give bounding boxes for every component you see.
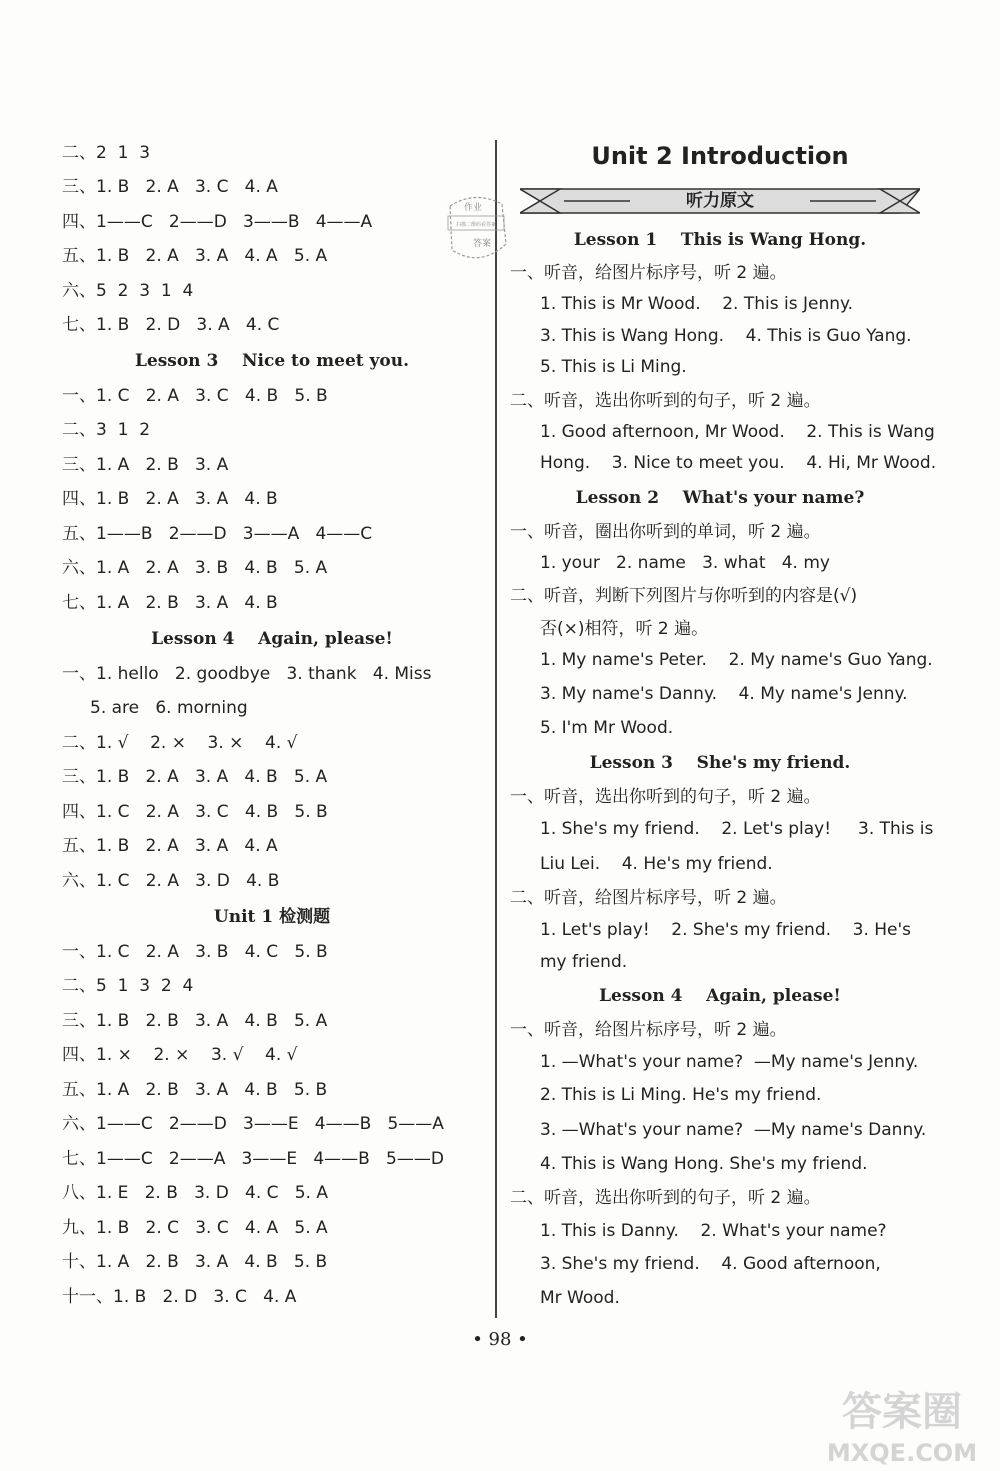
watermark-logo bbox=[810, 1385, 995, 1467]
banner-label: 听力原文 bbox=[686, 191, 754, 211]
column-divider bbox=[495, 140, 497, 1318]
left-answer-line: 七、1. B 2. D 3. A 4. C bbox=[62, 315, 280, 335]
right-lesson-heading: Lesson 3 She's my friend. bbox=[589, 753, 851, 773]
right-answer-line: 1. —What's your name? —My name's Jenny. bbox=[540, 1052, 919, 1072]
stamp-bottom-text: 答案 bbox=[472, 239, 492, 249]
left-answer-line: 五、1——B 2——D 3——A 4——C bbox=[62, 524, 373, 544]
right-answer-line: my friend. bbox=[540, 952, 628, 972]
left-answer-line: 四、1. × 2. × 3. √ 4. √ bbox=[62, 1045, 298, 1065]
right-answer-line: 一、听音，选出你听到的句子，听 2 遍。 bbox=[510, 787, 821, 807]
right-answer-line: 1. your 2. name 3. what 4. my bbox=[540, 553, 830, 573]
right-answer-line: 3. —What's your name? —My name's Danny. bbox=[540, 1120, 927, 1140]
left-answer-line: 六、1. C 2. A 3. D 4. B bbox=[62, 871, 280, 891]
right-answer-line: 一、听音，给图片标序号，听 2 遍。 bbox=[510, 263, 787, 283]
left-answer-line: 一、1. C 2. A 3. B 4. C 5. B bbox=[62, 942, 328, 962]
left-lesson-heading: Unit 1 检测题 bbox=[213, 907, 331, 927]
unit-title: Unit 2 Introduction bbox=[591, 142, 849, 170]
right-answer-line: 二、听音，选出你听到的句子，听 2 遍。 bbox=[510, 1188, 821, 1208]
left-answer-line: 三、1. B 2. A 3. A 4. B 5. A bbox=[62, 767, 328, 787]
left-answer-line: 三、1. B 2. B 3. A 4. B 5. A bbox=[62, 1011, 328, 1031]
left-answer-line: 四、1. B 2. A 3. A 4. B bbox=[62, 489, 278, 509]
left-answer-line: 六、1. A 2. A 3. B 4. B 5. A bbox=[62, 558, 328, 578]
right-answer-line: Liu Lei. 4. He's my friend. bbox=[540, 854, 773, 874]
section-banner bbox=[520, 185, 920, 217]
right-answer-line: 1. My name's Peter. 2. My name's Guo Yang. bbox=[540, 650, 933, 670]
left-answer-line: 二、3 1 2 bbox=[62, 420, 151, 440]
left-answer-line: 六、5 2 3 1 4 bbox=[62, 281, 194, 301]
right-answer-line: Hong. 3. Nice to meet you. 4. Hi, Mr Wood. bbox=[540, 453, 937, 473]
left-answer-line: 五、1. B 2. A 3. A 4. A 5. A bbox=[62, 246, 328, 266]
right-lesson-heading: Lesson 2 What's your name? bbox=[575, 488, 865, 508]
left-answer-line: 七、1. A 2. B 3. A 4. B bbox=[62, 593, 278, 613]
left-answer-line: 一、1. hello 2. goodbye 3. thank 4. Miss bbox=[62, 664, 432, 684]
left-answer-line: 一、1. C 2. A 3. C 4. B 5. B bbox=[62, 386, 328, 406]
right-answer-line: 二、听音，判断下列图片与你听到的内容是(√) bbox=[510, 586, 858, 606]
homework-stamp bbox=[440, 188, 510, 270]
right-answer-line: 二、听音，给图片标序号，听 2 遍。 bbox=[510, 888, 787, 908]
svg-text:答案圈: 答案圈 bbox=[842, 1389, 962, 1435]
right-answer-line: 2. This is Li Ming. He's my friend. bbox=[540, 1085, 822, 1105]
right-answer-line: 3. My name's Danny. 4. My name's Jenny. bbox=[540, 684, 908, 704]
left-answer-line: 五、1. B 2. A 3. A 4. A bbox=[62, 836, 278, 856]
page-number: • 98 • bbox=[472, 1329, 528, 1350]
right-answer-line: 1. Let's play! 2. She's my friend. 3. He's bbox=[540, 920, 912, 940]
left-lesson-heading: Lesson 4 Again, please! bbox=[151, 629, 393, 649]
right-answer-line: 一、听音，圈出你听到的单词，听 2 遍。 bbox=[510, 522, 821, 542]
right-answer-line: Mr Wood. bbox=[540, 1288, 620, 1308]
left-answer-line: 三、1. B 2. A 3. C 4. A bbox=[62, 177, 278, 197]
right-answer-line: 否(×)相符，听 2 遍。 bbox=[540, 619, 709, 639]
left-answer-line: 七、1——C 2——A 3——E 4——B 5——D bbox=[62, 1149, 444, 1169]
right-answer-line: 5. This is Li Ming. bbox=[540, 357, 687, 377]
left-answer-line: 十、1. A 2. B 3. A 4. B 5. B bbox=[62, 1252, 328, 1272]
left-answer-line: 五、1. A 2. B 3. A 4. B 5. B bbox=[62, 1080, 328, 1100]
left-answer-line: 十一、1. B 2. D 3. C 4. A bbox=[62, 1287, 297, 1307]
left-answer-line: 二、5 1 3 2 4 bbox=[62, 976, 194, 996]
right-answer-line: 1. This is Mr Wood. 2. This is Jenny. bbox=[540, 294, 854, 314]
right-answer-line: 3. This is Wang Hong. 4. This is Guo Yang. bbox=[540, 326, 912, 346]
right-answer-line: 一、听音，给图片标序号，听 2 遍。 bbox=[510, 1020, 787, 1040]
left-answer-line: 九、1. B 2. C 3. C 4. A 5. A bbox=[62, 1218, 328, 1238]
stamp-top-text: 作业 bbox=[463, 203, 483, 213]
left-answer-line: 二、2 1 3 bbox=[62, 143, 151, 163]
right-lesson-heading: Lesson 1 This is Wang Hong. bbox=[573, 230, 867, 250]
left-answer-line: 四、1. C 2. A 3. C 4. B 5. B bbox=[62, 802, 328, 822]
left-answer-line: 5. are 6. morning bbox=[90, 698, 248, 718]
left-answer-line: 三、1. A 2. B 3. A bbox=[62, 455, 229, 475]
svg-text:MXQE.COM: MXQE.COM bbox=[826, 1439, 978, 1467]
right-answer-line: 二、听音，选出你听到的句子，听 2 遍。 bbox=[510, 391, 821, 411]
right-answer-line: 3. She's my friend. 4. Good afternoon, bbox=[540, 1254, 881, 1274]
left-answer-line: 四、1——C 2——D 3——B 4——A bbox=[62, 212, 373, 232]
left-answer-line: 六、1——C 2——D 3——E 4——B 5——A bbox=[62, 1114, 444, 1134]
left-answer-line: 八、1. E 2. B 3. D 4. C 5. A bbox=[62, 1183, 328, 1203]
right-answer-line: 1. She's my friend. 2. Let's play! 3. This is bbox=[540, 819, 934, 839]
left-lesson-heading: Lesson 3 Nice to meet you. bbox=[134, 351, 410, 371]
left-answer-line: 二、1. √ 2. × 3. × 4. √ bbox=[62, 733, 298, 753]
right-answer-line: 5. I'm Mr Wood. bbox=[540, 718, 674, 738]
right-answer-line: 1. This is Danny. 2. What's your name? bbox=[540, 1221, 887, 1241]
right-answer-line: 4. This is Wang Hong. She's my friend. bbox=[540, 1154, 868, 1174]
stamp-mid-text: 扫描二维码看答案 bbox=[455, 222, 497, 228]
right-answer-line: 1. Good afternoon, Mr Wood. 2. This is Wang bbox=[540, 422, 935, 442]
right-lesson-heading: Lesson 4 Again, please! bbox=[599, 986, 841, 1006]
